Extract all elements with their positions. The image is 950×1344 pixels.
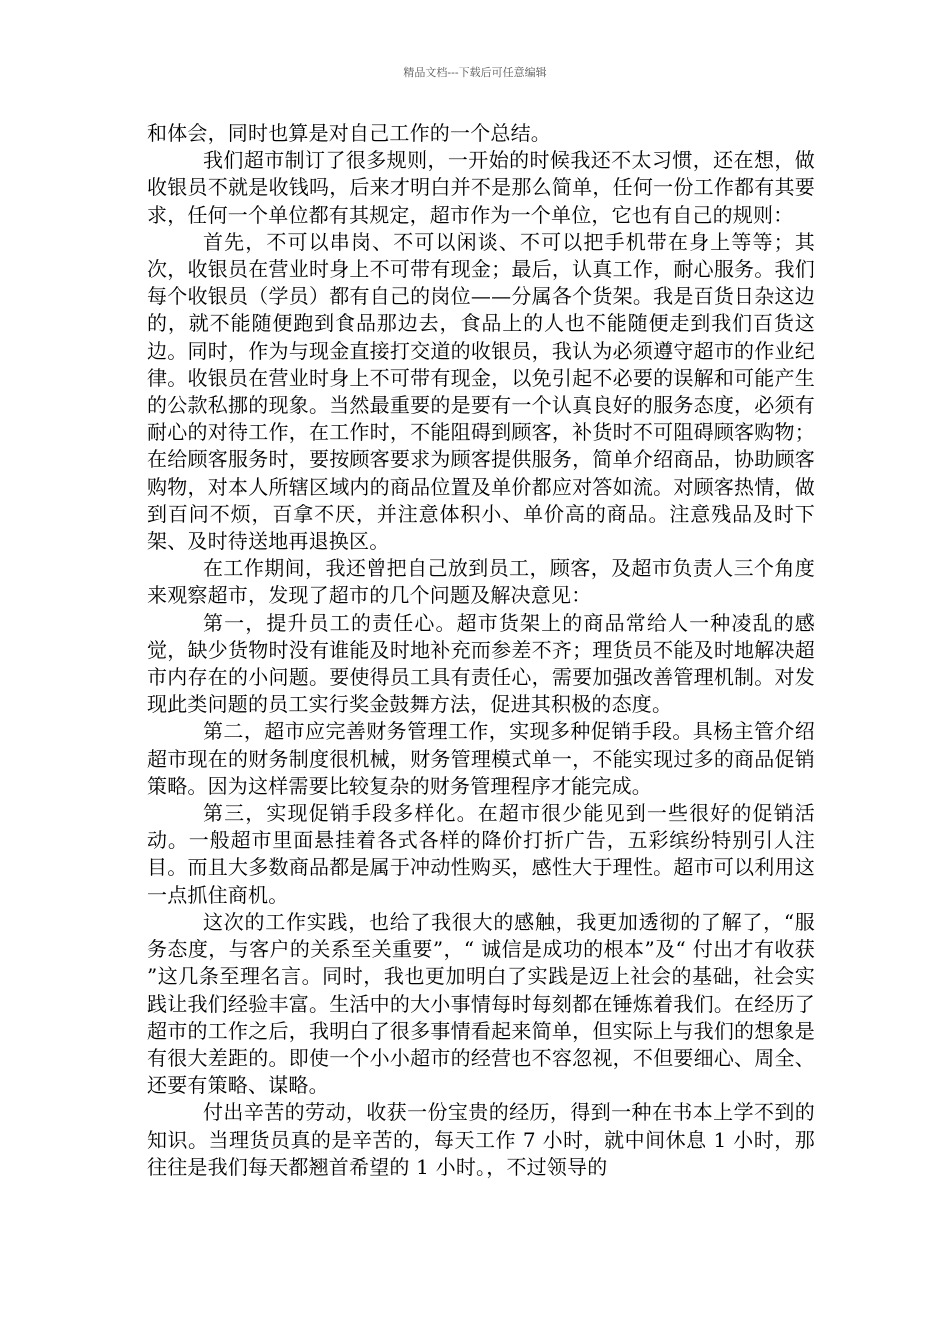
paragraph: 第二，超市应完善财务管理工作，实现多种促销手段。具杨主管介绍超市现在的财务制度很机械，财务管理模式单一，不能实现过多的商品促销策略。因为这样需要比较复杂的财务管理程序才能完成。 — [147, 719, 815, 798]
paragraph: 首先，不可以串岗、不可以闲谈、不可以把手机带在身上等等；其次，收银员在营业时身上不可带有现金；最后，认真工作，耐心服务。我们每个收银员（学员）都有自己的岗位——分属各个货架。我是百货日杂这边的，就不能随便跑到食品那边去，食品上的人也不能随便走到我们百货这边。同时，作为与现金直接打交道的收银员，我认为必须遵守超市的作业纪律。收银员在营业时身上不可带有现金，以免引起不必要的误解和可能产生的公款私挪的现象。当然最重要的是要有一个认真良好的服务态度，必须有耐心的对待工作，在工作时，不能阻碍到顾客，补货时不可阻碍顾客购物；在给顾客服务时，要按顾客要求为顾客提供服务，简单介绍商品，协助顾客购物，对本人所辖区域内的商品位置及单价都应对答如流。对顾客热情，做到百问不烦，百拿不厌，并注意体积小、单价高的商品。注意残品及时下架、及时待送地再退换区。 — [147, 229, 815, 554]
document-body — [147, 120, 815, 1181]
paragraph: 在工作期间，我还曾把自己放到员工，顾客，及超市负责人三个角度来观察超市，发现了超市的几个问题及解决意见： — [147, 556, 815, 608]
paragraph: 我们超市制订了很多规则，一开始的时候我还不太习惯，还在想，做收银员不就是收钱吗，后来才明白并不是那么简单，任何一份工作都有其要求，任何一个单位都有其规定，超市作为一个单位，它也有自己的规则： — [147, 148, 815, 227]
paragraph: 这次的工作实践，也给了我很大的感触，我更加透彻的了解了，“服务态度，与客户的关系至关重要”，“ 诚信是成功的根本”及“ 付出才有收获 ”这几条至理名言。同时，我也更加明白了实践是迈上社会的基础，社会实践让我们经验丰富。生活中的大小事情每时每刻都在锤炼着我们。在经历了超市的工作之后，我明白了很多事情看起来简单，但实际上与我们的想象是有很大差距的。即使一个小小超市的经营也不容忽视，不但要细心、周全、还要有策略、谋略。 — [147, 909, 815, 1098]
paragraph: 和体会，同时也算是对自己工作的一个总结。 — [147, 121, 551, 145]
paragraph: 第三，实现促销手段多样化。在超市很少能见到一些很好的促销活动。一般超市里面悬挂着各式各样的降价打折广告，五彩缤纷特别引人注目。而且大多数商品都是属于冲动性购买，感性大于理性。超市可以利用这一点抓住商机。 — [147, 801, 815, 907]
page-header: 精品文档---下载后可任意编辑 — [403, 66, 547, 79]
paragraph: 第一，提升员工的责任心。超市货架上的商品常给人一种凌乱的感觉，缺少货物时没有谁能及时地补充而参差不齐；理货员不能及时地解决超市内存在的小问题。要使得员工具有责任心，需要加强改善管理机制。对发现此类问题的员工实行奖金鼓舞方法，促进其积极的态度。 — [147, 610, 815, 717]
paragraph: 付出辛苦的劳动，收获一份宝贵的经历，得到一种在书本上学不到的知识。当理货员真的是辛苦的，每天工作 7 小时，就中间休息 1 小时，那往往是我们每天都翘首希望的 1 小时。，不过领导的 — [147, 1100, 815, 1179]
